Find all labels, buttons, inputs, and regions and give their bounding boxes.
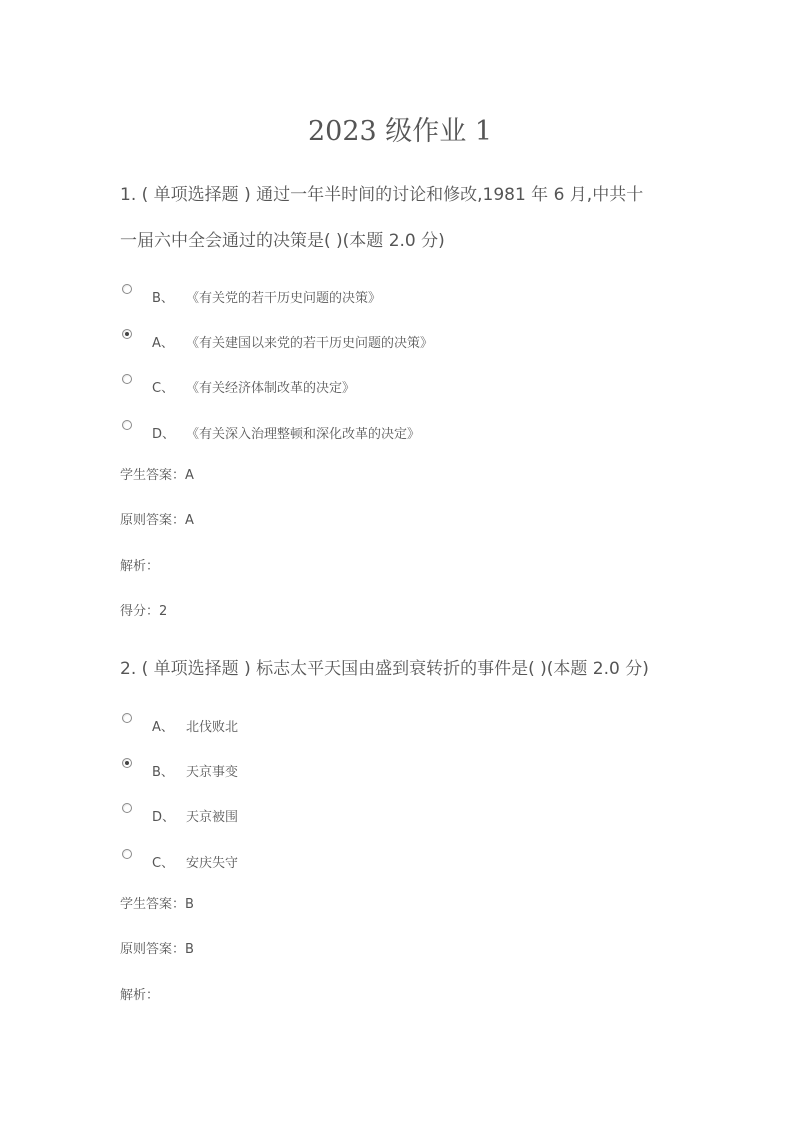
question-1-analysis: 解析： <box>120 559 160 574</box>
radio-checked-icon[interactable] <box>122 329 132 339</box>
page-title: 2023 级作业 1 <box>307 116 493 147</box>
option-letter: D、 <box>152 810 176 825</box>
question-1-option-2[interactable] <box>120 329 680 355</box>
option-letter: D、 <box>152 427 176 442</box>
question-1-stem-line-1: 1. ( 单项选择题 ) 通过一年半时间的讨论和修改,1981 年 6 月,中共十 <box>120 185 644 205</box>
question-2-option-3[interactable] <box>120 803 680 829</box>
radio-unchecked-icon[interactable] <box>122 284 132 294</box>
option-letter: B、 <box>152 765 174 780</box>
radio-unchecked-icon[interactable] <box>122 713 132 723</box>
question-1-option-4[interactable] <box>120 420 680 446</box>
option-text: 《有关深入治理整顿和深化改革的决定》 <box>186 427 421 442</box>
radio-checked-icon[interactable] <box>122 758 132 768</box>
question-2-analysis: 解析： <box>120 988 160 1003</box>
radio-unchecked-icon[interactable] <box>122 420 132 430</box>
option-letter: A、 <box>152 336 174 351</box>
question-1-option-1[interactable] <box>120 284 680 310</box>
radio-unchecked-icon[interactable] <box>122 374 132 384</box>
option-letter: C、 <box>152 856 175 871</box>
radio-unchecked-icon[interactable] <box>122 849 132 859</box>
radio-unchecked-icon[interactable] <box>122 803 132 813</box>
option-letter: C、 <box>152 381 175 396</box>
option-letter: B、 <box>152 291 174 306</box>
question-2-option-1[interactable] <box>120 713 680 739</box>
question-1-student-answer: 学生答案：A <box>120 468 194 483</box>
question-2-option-2[interactable] <box>120 758 680 784</box>
option-text: 《有关经济体制改革的决定》 <box>186 381 356 396</box>
question-2-option-4[interactable] <box>120 849 680 875</box>
question-1-stem-line-2: 一届六中全会通过的决策是( )(本题 2.0 分) <box>120 231 445 251</box>
question-1-standard-answer: 原则答案：A <box>120 513 194 528</box>
option-text: 北伐败北 <box>186 720 239 735</box>
option-text: 安庆失守 <box>186 856 239 871</box>
option-text: 天京被围 <box>186 810 239 825</box>
option-text: 《有关建国以来党的若干历史问题的决策》 <box>186 336 434 351</box>
option-text: 天京事变 <box>186 765 239 780</box>
option-text: 《有关党的若干历史问题的决策》 <box>186 291 382 306</box>
question-2-standard-answer: 原则答案：B <box>120 942 194 957</box>
question-1-option-3[interactable] <box>120 374 680 400</box>
question-2-student-answer: 学生答案：B <box>120 897 194 912</box>
option-letter: A、 <box>152 720 174 735</box>
question-1-score: 得分：2 <box>120 604 168 619</box>
question-2-stem-line-1: 2. ( 单项选择题 ) 标志太平天国由盛到衰转折的事件是( )(本题 2.0 分) <box>120 659 649 679</box>
